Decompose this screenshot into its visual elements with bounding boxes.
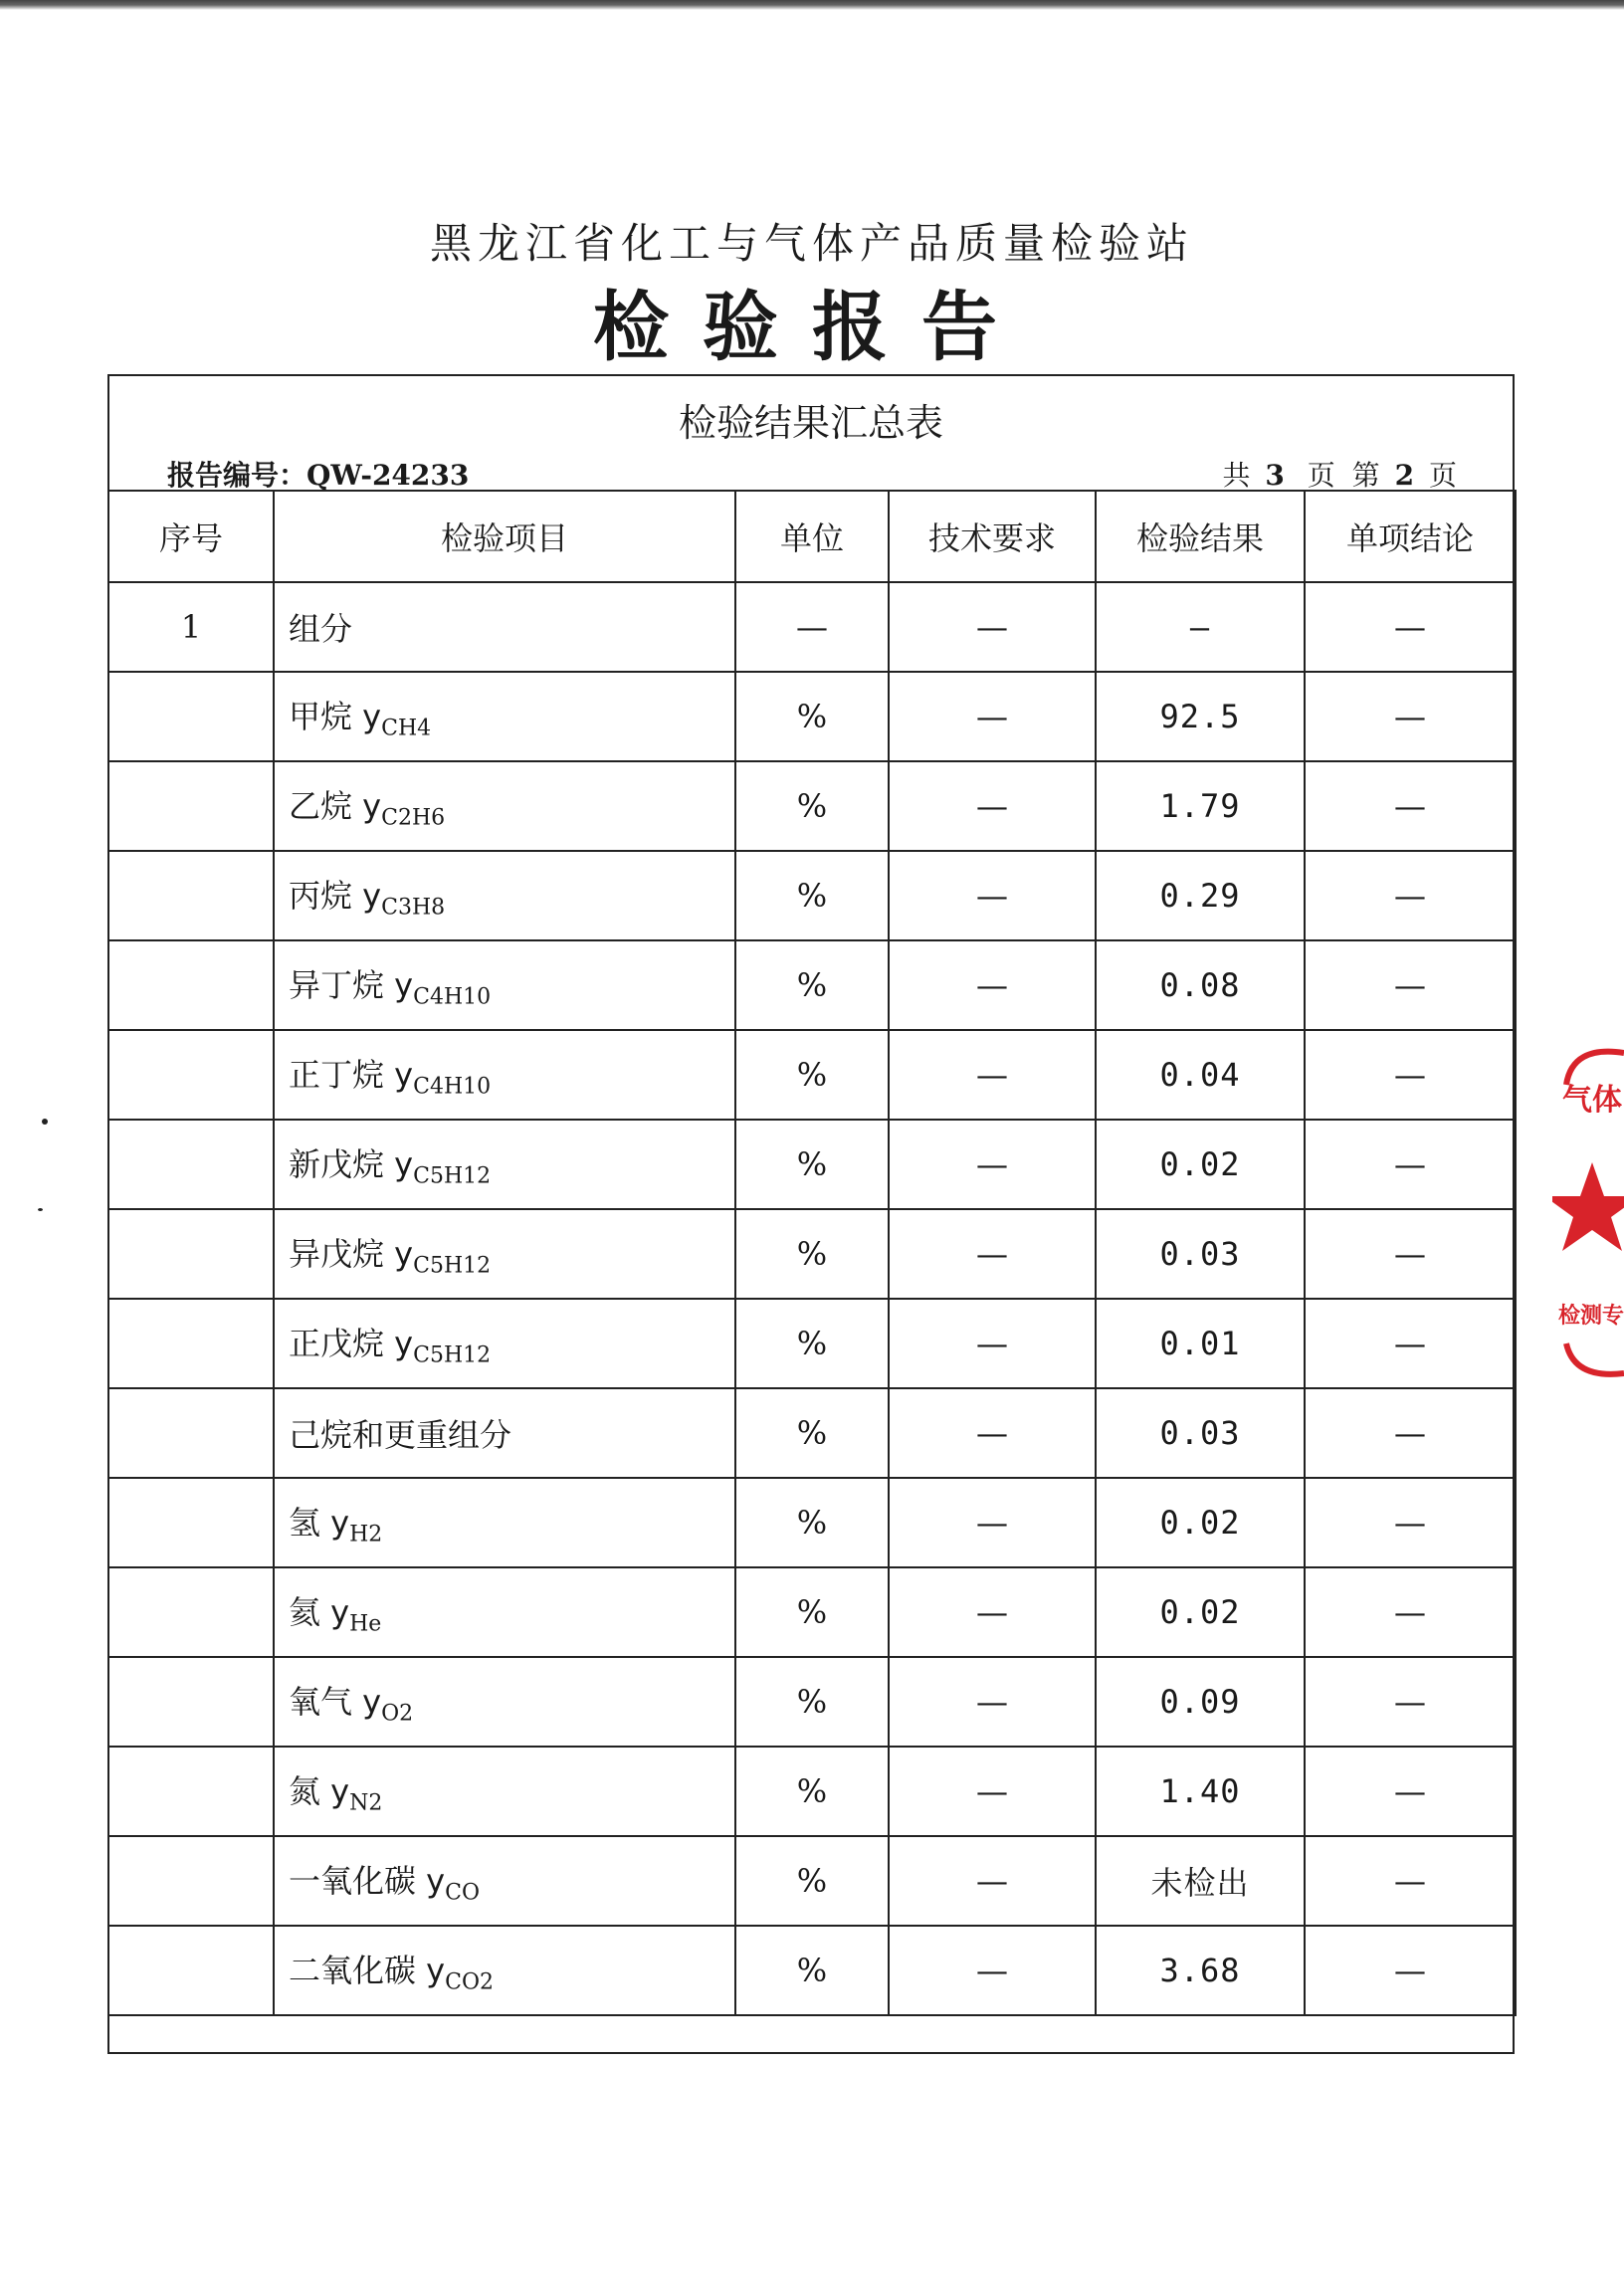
cell-requirement: — (889, 582, 1096, 672)
table-row (108, 940, 1516, 1030)
cell-seq: 1 (108, 582, 274, 672)
cell-seq (108, 1836, 274, 1926)
item-name: 乙烷 y (289, 787, 382, 826)
cell-unit: % (735, 1030, 889, 1120)
org-title: 黑龙江省化工与气体产品质量检验站 (429, 219, 1194, 268)
item-subscript: C4H10 (413, 984, 492, 1010)
cell-result: 0.02 (1096, 1567, 1305, 1657)
cell-unit: % (735, 940, 889, 1030)
cell-conclusion: — (1305, 1836, 1516, 1926)
cell-item (274, 761, 735, 851)
cell-result: 0.01 (1096, 1299, 1305, 1388)
cell-result: — (1096, 582, 1305, 672)
cell-result: 未检出 (1096, 1836, 1305, 1926)
cell-item (274, 1209, 735, 1299)
cell-requirement: — (889, 1209, 1096, 1299)
item-subscript: O2 (381, 1701, 414, 1727)
cell-requirement: — (889, 940, 1096, 1030)
cell-conclusion: — (1305, 1478, 1516, 1567)
cell-unit: % (735, 1478, 889, 1567)
item-subscript: C2H6 (381, 805, 446, 831)
table-row (108, 1836, 1516, 1926)
cell-seq (108, 1567, 274, 1657)
cell-requirement: — (889, 1120, 1096, 1209)
table-row (108, 1657, 1516, 1747)
cell-conclusion: — (1305, 582, 1516, 672)
cell-item (274, 1926, 735, 2015)
cell-result: 0.04 (1096, 1030, 1305, 1120)
cell-result: 0.09 (1096, 1657, 1305, 1747)
item-name: 氢 y (289, 1504, 350, 1543)
cell-item (274, 1299, 735, 1388)
report-number-value: QW-24233 (306, 459, 470, 492)
table-header-row (108, 491, 1516, 582)
cell-conclusion: — (1305, 1388, 1516, 1478)
pagination-page-word: 页 (1307, 459, 1335, 492)
cell-seq (108, 1030, 274, 1120)
pagination-current: 2 (1394, 459, 1415, 492)
cell-requirement: — (889, 761, 1096, 851)
cell-result: 92.5 (1096, 672, 1305, 761)
cell-unit: % (735, 1388, 889, 1478)
scan-speck (42, 1119, 48, 1125)
cell-unit: % (735, 1747, 889, 1836)
cell-conclusion: — (1305, 1926, 1516, 2015)
cell-seq (108, 940, 274, 1030)
cell-conclusion: — (1305, 1299, 1516, 1388)
column-header-requirement: 技术要求 (889, 491, 1096, 582)
cell-result: 0.03 (1096, 1209, 1305, 1299)
item-subscript: CO2 (445, 1969, 494, 1995)
item-name: 己烷和更重组分 (289, 1416, 512, 1454)
table-row (108, 1478, 1516, 1567)
cell-seq (108, 1478, 274, 1567)
cell-unit: % (735, 1836, 889, 1926)
cell-result: 0.03 (1096, 1388, 1305, 1478)
table-row (108, 761, 1516, 851)
column-header-item: 检验项目 (274, 491, 735, 582)
item-subscript: C3H8 (381, 895, 446, 921)
table-row (108, 582, 1516, 672)
cell-seq (108, 1388, 274, 1478)
cell-requirement: — (889, 1836, 1096, 1926)
cell-requirement: — (889, 1657, 1096, 1747)
cell-item (274, 1478, 735, 1567)
cell-requirement: — (889, 1030, 1096, 1120)
summary-title: 检验结果汇总表 (678, 401, 943, 445)
item-name: 正丁烷 y (289, 1056, 414, 1095)
cell-seq (108, 1299, 274, 1388)
cell-requirement: — (889, 1567, 1096, 1657)
table-row (108, 1926, 1516, 2015)
item-name: 氮 y (289, 1772, 350, 1811)
cell-item (274, 1567, 735, 1657)
cell-item (274, 582, 735, 672)
cell-seq (108, 1657, 274, 1747)
cell-seq (108, 1120, 274, 1209)
cell-requirement: — (889, 1926, 1096, 2015)
cell-item (274, 1657, 735, 1747)
red-seal (1552, 1045, 1624, 1383)
cell-conclusion: — (1305, 1030, 1516, 1120)
cell-result: 1.79 (1096, 761, 1305, 851)
cell-result: 0.08 (1096, 940, 1305, 1030)
table-body (108, 582, 1516, 2015)
item-name: 异戊烷 y (289, 1235, 414, 1274)
item-subscript: C5H12 (413, 1163, 492, 1189)
cell-seq (108, 851, 274, 940)
item-name: 一氧化碳 y (289, 1862, 446, 1901)
cell-item (274, 672, 735, 761)
cell-requirement: — (889, 1747, 1096, 1836)
cell-item (274, 1120, 735, 1209)
cell-unit: % (735, 851, 889, 940)
table-row (108, 1747, 1516, 1836)
cell-result: 3.68 (1096, 1926, 1305, 2015)
table-row (108, 1209, 1516, 1299)
report-number-label: 报告编号： (167, 459, 307, 492)
pagination-total-prefix: 共 (1222, 459, 1251, 492)
cell-item (274, 940, 735, 1030)
item-subscript: C4H10 (413, 1074, 492, 1100)
cell-unit: % (735, 1657, 889, 1747)
item-subscript: He (349, 1611, 382, 1637)
cell-item (274, 1030, 735, 1120)
item-name: 甲烷 y (289, 698, 382, 736)
results-table (107, 490, 1517, 2016)
column-header-unit: 单位 (735, 491, 889, 582)
item-name: 正戊烷 y (289, 1325, 414, 1363)
cell-result: 0.02 (1096, 1478, 1305, 1567)
seal-text-bottom: 检测专 (1558, 1304, 1624, 1329)
cell-seq (108, 761, 274, 851)
cell-seq (108, 1747, 274, 1836)
table-row (108, 1567, 1516, 1657)
report-frame (107, 374, 1515, 2054)
cell-seq (108, 1926, 274, 2015)
item-subscript: N2 (349, 1790, 383, 1816)
pagination-current-suffix: 页 (1428, 459, 1457, 492)
red-star-seal-icon (1552, 1045, 1624, 1383)
cell-requirement: — (889, 1388, 1096, 1478)
cell-unit: % (735, 1209, 889, 1299)
cell-item (274, 1836, 735, 1926)
cell-result: 1.40 (1096, 1747, 1305, 1836)
table-row (108, 851, 1516, 940)
cell-conclusion: — (1305, 1209, 1516, 1299)
cell-item (274, 851, 735, 940)
cell-requirement: — (889, 672, 1096, 761)
report-number (167, 454, 469, 494)
cell-unit: % (735, 1299, 889, 1388)
cell-result: 0.29 (1096, 851, 1305, 940)
pagination (1222, 454, 1457, 494)
cell-unit: % (735, 1567, 889, 1657)
item-name: 异丁烷 y (289, 966, 414, 1005)
cell-conclusion: — (1305, 1120, 1516, 1209)
item-name: 氦 y (289, 1593, 350, 1632)
cell-item (274, 1747, 735, 1836)
cell-requirement: — (889, 1299, 1096, 1388)
item-subscript: C5H12 (413, 1342, 492, 1368)
cell-conclusion: — (1305, 1657, 1516, 1747)
cell-item (274, 1388, 735, 1478)
cell-conclusion: — (1305, 851, 1516, 940)
column-header-seq: 序号 (108, 491, 274, 582)
item-subscript: C5H12 (413, 1253, 492, 1279)
column-header-conclusion: 单项结论 (1305, 491, 1516, 582)
doc-title: 检验报告 (593, 283, 1031, 371)
cell-seq (108, 1209, 274, 1299)
cell-requirement: — (889, 851, 1096, 940)
table-row (108, 1030, 1516, 1120)
cell-conclusion: — (1305, 672, 1516, 761)
pagination-total: 3 (1265, 459, 1285, 492)
item-subscript: CO (445, 1880, 480, 1906)
cell-unit: % (735, 761, 889, 851)
pagination-current-prefix: 第 (1351, 459, 1380, 492)
table-row (108, 672, 1516, 761)
seal-text-top: 气体 (1562, 1083, 1622, 1118)
item-name: 氧气 y (289, 1683, 382, 1722)
cell-conclusion: — (1305, 1567, 1516, 1657)
cell-unit: % (735, 1926, 889, 2015)
cell-conclusion: — (1305, 761, 1516, 851)
cell-conclusion: — (1305, 940, 1516, 1030)
column-header-result: 检验结果 (1096, 491, 1305, 582)
cell-conclusion: — (1305, 1747, 1516, 1836)
cell-result: 0.02 (1096, 1120, 1305, 1209)
cell-unit: % (735, 1120, 889, 1209)
scan-edge (0, 0, 1624, 10)
table-row (108, 1299, 1516, 1388)
item-name: 组分 (289, 610, 353, 648)
item-name: 丙烷 y (289, 877, 382, 916)
item-name: 新戊烷 y (289, 1145, 414, 1184)
cell-unit: % (735, 672, 889, 761)
table-row (108, 1388, 1516, 1478)
cell-unit: — (735, 582, 889, 672)
scan-speck (38, 1208, 43, 1211)
item-subscript: H2 (349, 1522, 383, 1547)
table-row (108, 1120, 1516, 1209)
cell-requirement: — (889, 1478, 1096, 1567)
item-name: 二氧化碳 y (289, 1952, 446, 1990)
item-subscript: CH4 (381, 716, 432, 741)
cell-seq (108, 672, 274, 761)
